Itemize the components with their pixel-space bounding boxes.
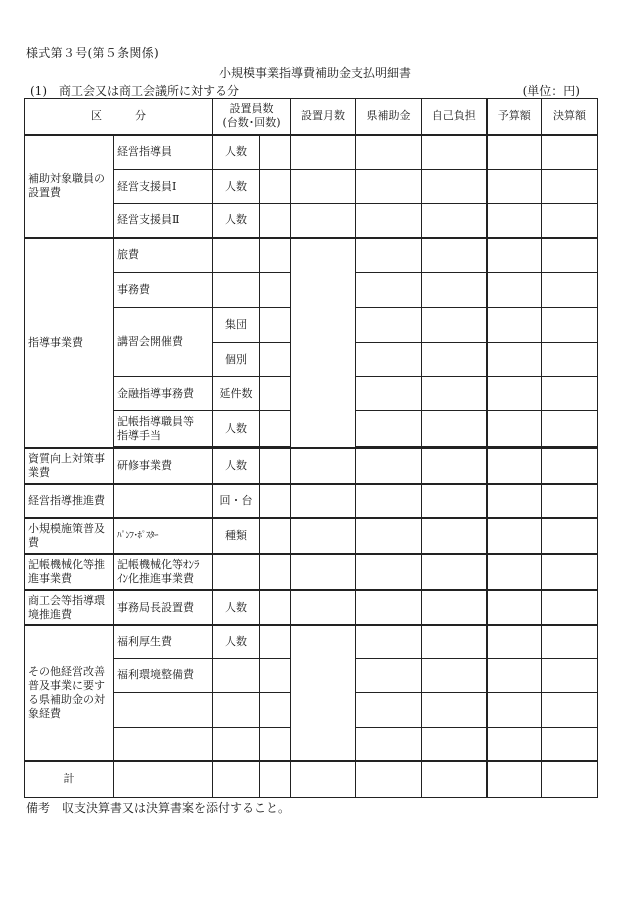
value-cell bbox=[260, 377, 291, 411]
value-cell bbox=[422, 484, 487, 518]
table-row bbox=[25, 554, 598, 590]
col-header-self-burden: 自己負担 bbox=[422, 99, 487, 135]
unit-cell bbox=[213, 554, 260, 590]
value-cell bbox=[542, 170, 598, 204]
value-cell bbox=[542, 308, 598, 343]
unit-cell: 人数 bbox=[213, 448, 260, 484]
item-label: 事務費 bbox=[114, 273, 213, 308]
item-label: 記帳指導職員等 指導手当 bbox=[114, 411, 213, 447]
unit-cell bbox=[213, 658, 260, 692]
value-cell bbox=[356, 692, 422, 727]
value-cell bbox=[542, 204, 598, 238]
category-policy-dissemination: 小規模施策普及 費 bbox=[25, 518, 114, 554]
unit-cell: 人数 bbox=[213, 135, 260, 170]
total-label: 計 bbox=[25, 761, 114, 797]
unit-cell: 集団 bbox=[213, 308, 260, 343]
form-number: 様式第３号(第５条関係) bbox=[26, 46, 159, 60]
value-cell bbox=[487, 377, 542, 411]
value-cell bbox=[356, 658, 422, 692]
value-cell bbox=[291, 484, 356, 518]
value-cell bbox=[542, 518, 598, 554]
item-label: 旅費 bbox=[114, 238, 213, 273]
value-cell bbox=[422, 204, 487, 238]
value-cell bbox=[422, 308, 487, 343]
value-cell bbox=[542, 554, 598, 590]
item-label bbox=[114, 761, 213, 797]
value-cell bbox=[260, 692, 291, 727]
value-cell bbox=[487, 484, 542, 518]
value-cell bbox=[422, 238, 487, 273]
item-label bbox=[114, 692, 213, 727]
item-label bbox=[114, 727, 213, 761]
category-other-improvement: その他経営改善 普及事業に要す る県補助金の対 象経費 bbox=[25, 625, 114, 761]
category-staff-placement: 補助対象職員の 設置費 bbox=[25, 135, 114, 238]
value-cell bbox=[422, 554, 487, 590]
unit-cell: 人数 bbox=[213, 590, 260, 625]
value-cell bbox=[356, 135, 422, 170]
value-cell bbox=[291, 204, 356, 238]
value-cell bbox=[487, 590, 542, 625]
value-cell bbox=[356, 411, 422, 447]
value-cell bbox=[260, 625, 291, 658]
value-cell bbox=[422, 343, 487, 377]
value-cell bbox=[291, 448, 356, 484]
value-cell bbox=[422, 273, 487, 308]
value-cell bbox=[542, 727, 598, 761]
table-row bbox=[25, 484, 598, 518]
value-cell bbox=[487, 273, 542, 308]
value-cell bbox=[356, 590, 422, 625]
value-cell bbox=[487, 204, 542, 238]
value-cell bbox=[356, 170, 422, 204]
col-header-months: 設置月数 bbox=[291, 99, 356, 135]
item-label: 経営支援員Ⅱ bbox=[114, 204, 213, 238]
value-cell bbox=[422, 170, 487, 204]
value-cell bbox=[422, 625, 487, 658]
value-cell bbox=[356, 343, 422, 377]
value-cell bbox=[356, 238, 422, 273]
unit-cell bbox=[213, 761, 260, 797]
value-cell bbox=[422, 518, 487, 554]
col-header-prefecture-subsidy: 県補助金 bbox=[356, 99, 422, 135]
value-cell bbox=[291, 238, 356, 449]
value-cell bbox=[487, 625, 542, 658]
value-cell bbox=[422, 692, 487, 727]
value-cell bbox=[542, 135, 598, 170]
item-label: 事務局長設置費 bbox=[114, 590, 213, 625]
section-heading: (1) 商工会又は商工会議所に対する分 bbox=[30, 84, 239, 98]
unit-cell: 種類 bbox=[213, 518, 260, 554]
value-cell bbox=[356, 204, 422, 238]
value-cell bbox=[356, 518, 422, 554]
value-cell bbox=[487, 170, 542, 204]
value-cell bbox=[291, 170, 356, 204]
value-cell bbox=[260, 204, 291, 238]
value-cell bbox=[260, 135, 291, 170]
value-cell bbox=[487, 411, 542, 447]
value-cell bbox=[487, 761, 542, 797]
value-cell bbox=[291, 518, 356, 554]
value-cell bbox=[422, 448, 487, 484]
item-label: 記帳機械化等ｵﾝﾗ ｲﾝ化推進事業費 bbox=[114, 554, 213, 590]
value-cell bbox=[356, 484, 422, 518]
document-title: 小規模事業指導費補助金支払明細書 bbox=[218, 66, 411, 80]
category-guidance-environment: 商工会等指導環 境推進費 bbox=[25, 590, 114, 625]
value-cell bbox=[260, 343, 291, 377]
value-cell bbox=[291, 761, 356, 797]
value-cell bbox=[260, 658, 291, 692]
unit-cell: 回・台 bbox=[213, 484, 260, 518]
col-header-settlement: 決算額 bbox=[542, 99, 598, 135]
value-cell bbox=[487, 727, 542, 761]
item-label: 福利厚生費 bbox=[114, 625, 213, 658]
value-cell bbox=[260, 484, 291, 518]
item-label: 講習会開催費 bbox=[114, 308, 213, 377]
unit-cell: 人数 bbox=[213, 204, 260, 238]
category-management-guidance: 経営指導推進費 bbox=[25, 484, 114, 518]
value-cell bbox=[422, 377, 487, 411]
value-cell bbox=[260, 448, 291, 484]
unit-cell bbox=[213, 238, 260, 273]
item-label bbox=[114, 484, 213, 518]
value-cell bbox=[260, 170, 291, 204]
value-cell bbox=[356, 625, 422, 658]
remark-note: 備考 収支決算書又は決算書案を添付すること。 bbox=[26, 801, 291, 815]
value-cell bbox=[291, 554, 356, 590]
value-cell bbox=[487, 343, 542, 377]
value-cell bbox=[356, 308, 422, 343]
unit-cell bbox=[213, 692, 260, 727]
value-cell bbox=[260, 238, 291, 273]
value-cell bbox=[487, 135, 542, 170]
unit-cell bbox=[213, 727, 260, 761]
unit-cell: 人数 bbox=[213, 170, 260, 204]
value-cell bbox=[260, 727, 291, 761]
header-row bbox=[25, 99, 598, 135]
value-cell bbox=[542, 238, 598, 273]
unit-cell: 人数 bbox=[213, 411, 260, 447]
value-cell bbox=[356, 377, 422, 411]
item-label: 経営支援員Ⅰ bbox=[114, 170, 213, 204]
value-cell bbox=[487, 238, 542, 273]
value-cell bbox=[487, 518, 542, 554]
value-cell bbox=[542, 692, 598, 727]
value-cell bbox=[356, 727, 422, 761]
item-label: 経営指導員 bbox=[114, 135, 213, 170]
value-cell bbox=[422, 411, 487, 447]
unit-cell bbox=[213, 273, 260, 308]
value-cell bbox=[422, 135, 487, 170]
col-header-category: 区 分 bbox=[25, 99, 213, 135]
value-cell bbox=[422, 761, 487, 797]
table-row bbox=[25, 518, 598, 554]
value-cell bbox=[542, 761, 598, 797]
value-cell bbox=[260, 308, 291, 343]
value-cell bbox=[260, 590, 291, 625]
value-cell bbox=[487, 658, 542, 692]
value-cell bbox=[542, 448, 598, 484]
value-cell bbox=[487, 554, 542, 590]
value-cell bbox=[356, 273, 422, 308]
item-label: 研修事業費 bbox=[114, 448, 213, 484]
value-cell bbox=[260, 518, 291, 554]
item-label: ﾊﾟﾝﾌ･ﾎﾟｽﾀｰ bbox=[114, 518, 213, 554]
total-row bbox=[25, 761, 598, 797]
unit-label: (単位：円) bbox=[522, 84, 580, 98]
value-cell bbox=[542, 411, 598, 447]
value-cell bbox=[542, 590, 598, 625]
value-cell bbox=[291, 625, 356, 761]
value-cell bbox=[356, 554, 422, 590]
value-cell bbox=[291, 135, 356, 170]
unit-cell: 個別 bbox=[213, 343, 260, 377]
table-row bbox=[25, 448, 598, 484]
payment-detail-table bbox=[24, 98, 598, 798]
table-row bbox=[25, 238, 598, 273]
unit-cell: 人数 bbox=[213, 625, 260, 658]
table-row bbox=[25, 590, 598, 625]
item-label: 金融指導事務費 bbox=[114, 377, 213, 411]
value-cell bbox=[542, 273, 598, 308]
value-cell bbox=[260, 554, 291, 590]
col-header-budget: 予算額 bbox=[487, 99, 542, 135]
table-row bbox=[25, 135, 598, 170]
value-cell bbox=[487, 448, 542, 484]
table-row bbox=[25, 625, 598, 658]
unit-cell: 延件数 bbox=[213, 377, 260, 411]
value-cell bbox=[260, 411, 291, 447]
value-cell bbox=[260, 273, 291, 308]
category-guidance-projects: 指導事業費 bbox=[25, 238, 114, 449]
item-label: 福利環境整備費 bbox=[114, 658, 213, 692]
category-bookkeeping-mechanization: 記帳機械化等推 進事業費 bbox=[25, 554, 114, 590]
value-cell bbox=[291, 590, 356, 625]
value-cell bbox=[356, 761, 422, 797]
category-quality-improvement: 資質向上対策事 業費 bbox=[25, 448, 114, 484]
value-cell bbox=[542, 377, 598, 411]
value-cell bbox=[422, 590, 487, 625]
value-cell bbox=[260, 761, 291, 797]
col-header-staff-count: 設置員数 (台数･回数) bbox=[213, 99, 291, 135]
value-cell bbox=[356, 448, 422, 484]
value-cell bbox=[542, 625, 598, 658]
value-cell bbox=[542, 484, 598, 518]
value-cell bbox=[487, 692, 542, 727]
value-cell bbox=[422, 727, 487, 761]
value-cell bbox=[542, 343, 598, 377]
value-cell bbox=[422, 658, 487, 692]
value-cell bbox=[487, 308, 542, 343]
value-cell bbox=[542, 658, 598, 692]
